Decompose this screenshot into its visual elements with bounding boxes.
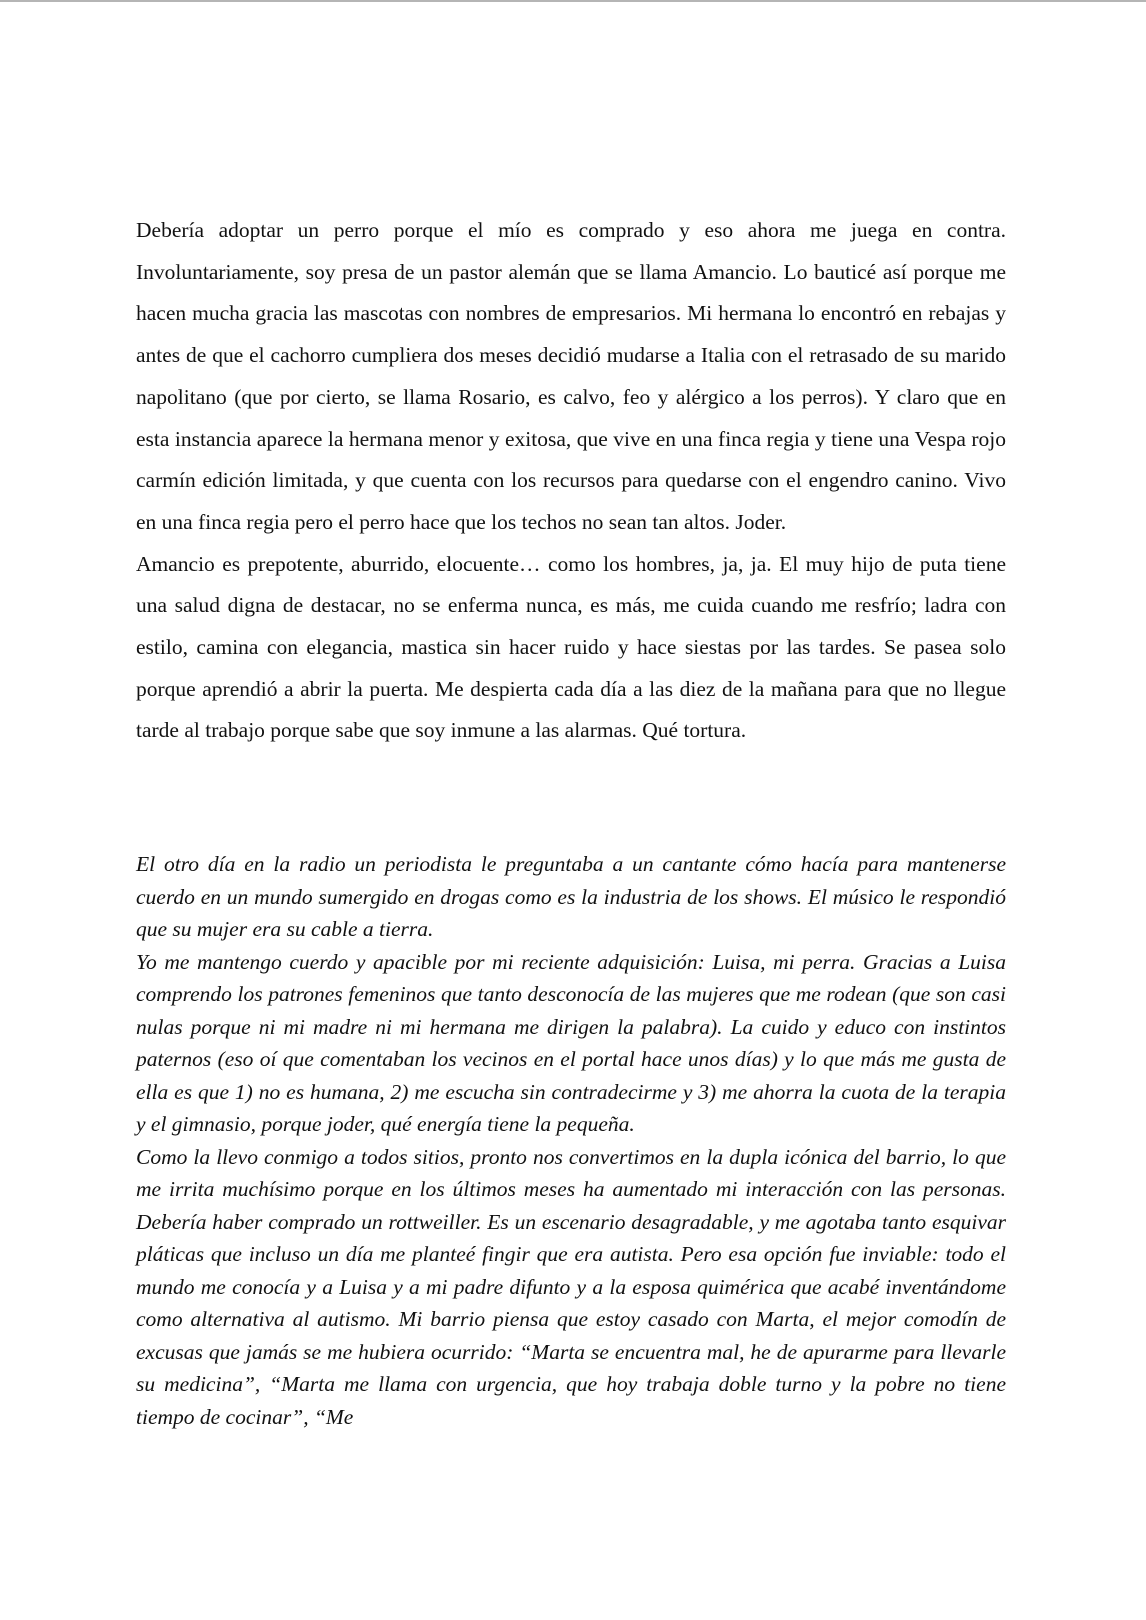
section-one: [136, 210, 1006, 752]
section-two: [136, 848, 1006, 1433]
paragraph: Yo me mantengo cuerdo y apacible por mi reciente adquisición: Luisa, mi perra. Gracias a Luisa comprendo los patrones femeninos que tanto desconocía de las mujeres que me rodean (que son casi nulas porque ni mi madre ni mi hermana me dirigen la palabra). La cuido y educo con instintos paternos (eso oí que comentaban los vecinos en el portal hace unos días) y lo que más me gusta de ella es que 1) no es humana, 2) me escucha sin contradecirme y 3) me ahorra la cuota de la terapia y el gimnasio, porque joder, qué energía tiene la pequeña.: [136, 949, 1006, 1137]
page-top-border: [0, 0, 1146, 2]
paragraph: Debería adoptar un perro porque el mío es comprado y eso ahora me juega en contra. Involuntariamente, soy presa de un pastor alemán que se llama Amancio. Lo bauticé así porque me hacen mucha gracia las mascotas con nombres de empresarios. Mi hermana lo encontró en rebajas y antes de que el cachorro cumpliera dos meses decidió mudarse a Italia con el retrasado de su marido napolitano (que por cierto, se llama Rosario, es calvo, feo y alérgico a los perros). Y claro que en esta instancia aparece la hermana menor y exitosa, que vive en una finca regia y tiene una Vespa rojo carmín edición limitada, y que cuenta con los recursos para quedarse con el engendro canino. Vivo en una finca regia pero el perro hace que los techos no sean tan altos. Joder.: [136, 218, 1006, 534]
paragraph: Como la llevo conmigo a todos sitios, pronto nos convertimos en la dupla icónica del barrio, lo que me irrita muchísimo porque en los últimos meses ha aumentado mi interacción con las personas. Debería haber comprado un rottweiller. Es un escenario desagradable, y me agotaba tanto esquivar pláticas que incluso un día me planteé fingir que era autista. Pero esa opción fue inviable: todo el mundo me conocía y a Luisa y a mi padre difunto y a la esposa quimérica que acabé inventándome como alternativa al autismo. Mi barrio piensa que estoy casado con Marta, el mejor comodín de excusas que jamás se me hubiera ocurrido: “Marta se encuentra mal, he de apurarme para llevarle su medicina”, “Marta me llama con urgencia, que hoy trabaja doble turno y la pobre no tiene tiempo de cocinar”, “Me: [136, 1144, 1006, 1429]
paragraph: Amancio es prepotente, aburrido, elocuente… como los hombres, ja, ja. El muy hijo de puta tiene una salud digna de destacar, no se enferma nunca, es más, me cuida cuando me resfrío; ladra con estilo, camina con elegancia, mastica sin hacer ruido y hace siestas por las tardes. Se pasea solo porque aprendió a abrir la puerta. Me despierta cada día a las diez de la mañana para que no llegue tarde al trabajo porque sabe que soy inmune a las alarmas. Qué tortura.: [136, 551, 1006, 743]
document-page: [136, 210, 1006, 1433]
paragraph: El otro día en la radio un periodista le preguntaba a un cantante cómo hacía para mantenerse cuerdo en un mundo sumergido en drogas como es la industria de los shows. El músico le respondió que su mujer era su cable a tierra.: [136, 852, 1006, 942]
